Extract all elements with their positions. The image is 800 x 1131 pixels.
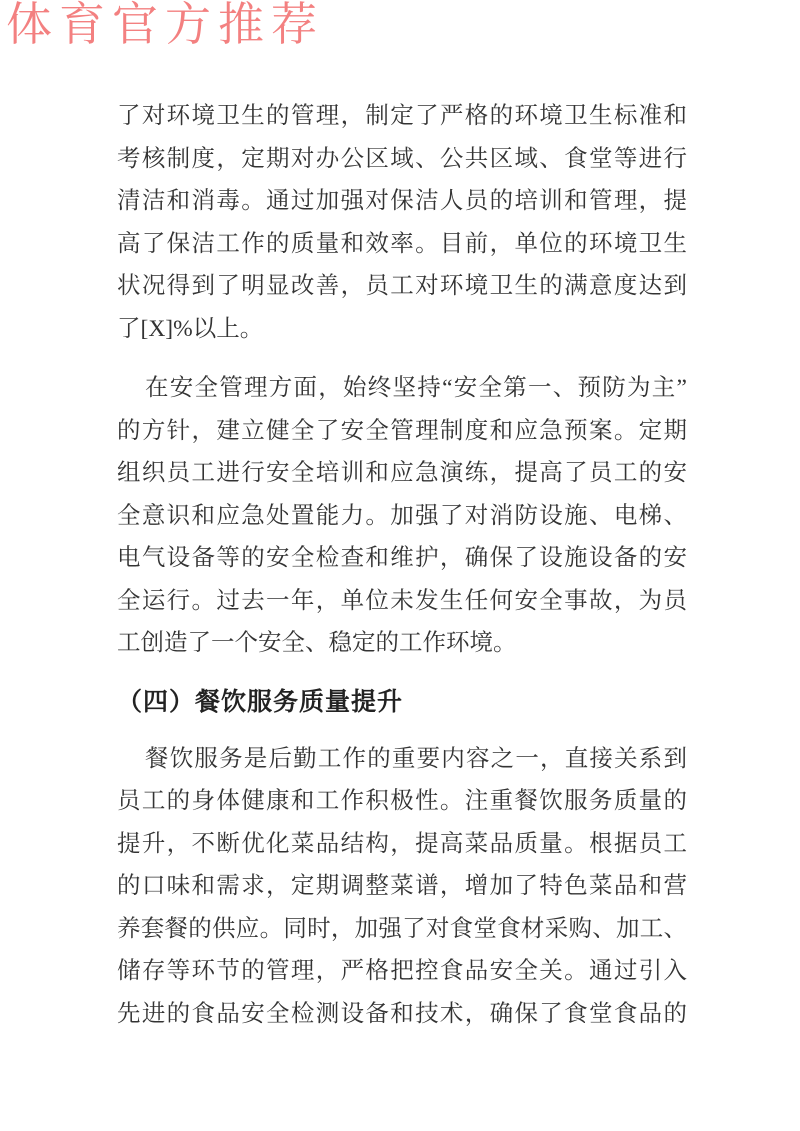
text-line: 电气设备等的安全检查和维护，确保了设施设备的安 (117, 545, 687, 571)
text-line: 的口味和需求，定期调整菜谱，增加了特色菜品和营 (117, 873, 687, 899)
text-line: 餐饮服务是后勤工作的重要内容之一，直接关系到 (145, 745, 687, 772)
text-line: 了[X]%以上。 (117, 315, 264, 342)
text-line: 高了保洁工作的质量和效率。目前，单位的环境卫生 (117, 230, 687, 257)
paragraph-catering-service (117, 738, 687, 1036)
paragraph-safety-management (117, 367, 687, 665)
paragraph-environment-hygiene (117, 95, 687, 350)
promo-watermark-text: 体育官方推荐 (6, 0, 324, 50)
text-line: 全运行。过去一年，单位未发生任何安全事故，为员 (117, 587, 687, 614)
text-line: 清洁和消毒。通过加强对保洁人员的培训和管理，提 (117, 188, 687, 214)
text-line: 组织员工进行安全培训和应急演练，提高了员工的安 (117, 460, 687, 486)
text-line: 的方针，建立健全了安全管理制度和应急预案。定期 (117, 417, 687, 444)
text-line: 储存等环节的管理，严格把控食品安全关。通过引入 (117, 958, 687, 984)
text-line: 全意识和应急处置能力。加强了对消防设施、电梯、 (117, 502, 687, 529)
text-line: 了对环境卫生的管理，制定了严格的环境卫生标准和 (117, 103, 687, 129)
document-body (117, 95, 687, 1035)
text-line: 员工的身体健康和工作积极性。注重餐饮服务质量的 (117, 788, 687, 814)
text-line: 状况得到了明显改善，员工对环境卫生的满意度达到 (117, 273, 687, 299)
section-heading: （四）餐饮服务质量提升 (117, 688, 404, 716)
text-line: 考核制度，定期对办公区域、公共区域、食堂等进行 (117, 145, 687, 172)
text-line: 先进的食品安全检测设备和技术，确保了食堂食品的 (117, 1000, 687, 1027)
text-line: 提升，不断优化菜品结构，提高菜品质量。根据员工 (117, 830, 687, 857)
text-line: 养套餐的供应。同时，加强了对食堂食材采购、加工、 (117, 915, 687, 942)
text-line: 工创造了一个安全、稳定的工作环境。 (117, 630, 517, 656)
text-line: 在安全管理方面，始终坚持“安全第一、预防为主” (145, 375, 687, 401)
